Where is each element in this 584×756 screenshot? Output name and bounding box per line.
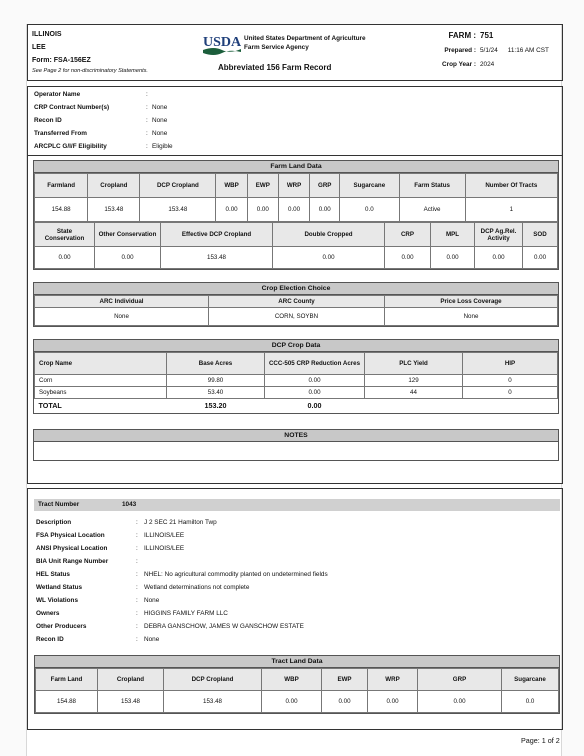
document-page (26, 24, 562, 756)
farm-number: 751 (480, 31, 494, 40)
hel-status-row: HEL Status : NHEL: No agricultural commodity planted on undetermined fields (36, 571, 328, 578)
table-header-row: Farm Land Cropland DCP Cropland WBP EWP WRP GRP Sugarcane (36, 669, 559, 691)
tract-section (27, 488, 563, 730)
page-number: Page: 1 of 2 (521, 736, 560, 745)
tract-land-data-title: Tract Land Data (35, 656, 559, 668)
dcp-crop-data-title: DCP Crop Data (34, 340, 558, 352)
ansi-location-row: ANSI Physical Location : ILLINOIS/LEE (36, 545, 185, 552)
recon-id-row: Recon ID : None (34, 117, 168, 124)
wetland-status-row: Wetland Status : Wetland determinations not complete (36, 584, 250, 591)
prepared-time: 11:16 AM CST (507, 47, 549, 54)
table-row: None CORN, SOYBN None (35, 308, 558, 326)
svg-text:USDA: USDA (203, 35, 242, 50)
usda-logo-icon (202, 33, 242, 57)
notes-title: NOTES (34, 430, 558, 442)
transferred-from-row: Transferred From : None (34, 130, 168, 137)
tract-land-table (35, 668, 559, 713)
tract-number-bar: Tract Number 1043 (34, 499, 560, 511)
farm-land-data-title: Farm Land Data (34, 161, 558, 173)
table-row: 0.00 0.00 153.48 0.00 0.00 0.00 0.00 0.00 (35, 247, 558, 269)
farm-land-data (33, 160, 559, 270)
tract-land-data (34, 655, 560, 714)
owners-row: Owners : HIGGINS FAMILY FARM LLC (36, 610, 228, 617)
table-header-row: ARC Individual ARC County Price Loss Coverage (35, 296, 558, 308)
dcp-crop-data (33, 339, 559, 414)
state-name: ILLINOIS (32, 31, 62, 38)
tract-recon-id-row: Recon ID : None (36, 636, 160, 643)
crop-election-title: Crop Election Choice (34, 283, 558, 295)
bia-unit-row: BIA Unit Range Number : (36, 558, 138, 565)
farm-number-row: FARM : 751 (448, 31, 494, 40)
dcp-crop-table (34, 352, 558, 413)
crop-year-row: Crop Year : 2024 (442, 61, 495, 68)
notes-body (34, 442, 558, 460)
header-right-block (424, 29, 549, 72)
wl-violations-row: WL Violations : None (36, 597, 160, 604)
form-number: Form: FSA-156EZ (32, 57, 91, 64)
crop-election-table (34, 295, 558, 326)
farm-land-table-2 (34, 222, 558, 269)
county-name: LEE (32, 44, 46, 51)
table-header-row: Crop Name Base Acres CCC-505 CRP Reduction Acres PLC Yield HIP (35, 353, 558, 375)
page-title: Abbreviated 156 Farm Record (218, 63, 332, 72)
crop-election-choice (33, 282, 559, 327)
table-header-row: State Conservation Other Conservation Effective DCP Cropland Double Cropped CRP MPL DCP Ag.Rel. Activity SOD (35, 223, 558, 247)
prepared-row: Prepared : 5/1/24 11:16 AM CST (444, 47, 549, 54)
tract-description-row: Description : J 2 SEC 21 Hamilton Twp (36, 519, 217, 526)
prepared-date: 5/1/24 (480, 47, 498, 54)
agency-name: United States Department of Agriculture Farm Service Agency (244, 35, 366, 51)
farm-land-table (34, 173, 558, 222)
fsa-location-row: FSA Physical Location : ILLINOIS/LEE (36, 532, 185, 539)
non-discrimination-note: See Page 2 for non-discriminatory Statements. (32, 68, 148, 74)
table-row: 154.88 153.48 153.48 0.00 0.00 0.00 0.00 0.0 Active 1 (35, 198, 558, 222)
arcplc-eligibility-row: ARCPLC G/I/F Eligibility : Eligible (34, 143, 173, 150)
operator-info (27, 86, 563, 156)
other-producers-row: Other Producers : DEBRA GANSCHOW, JAMES W GANSCHOW ESTATE (36, 623, 304, 630)
tract-number: 1043 (122, 501, 137, 508)
crop-year: 2024 (480, 61, 495, 68)
table-row: Corn 99.80 0.00 129 0 (35, 375, 558, 387)
table-row: Soybeans 53.40 0.00 44 0 (35, 387, 558, 399)
notes-section (33, 429, 559, 461)
crp-contract-row: CRP Contract Number(s) : None (34, 104, 168, 111)
operator-name-row: Operator Name : (34, 91, 148, 98)
header-left-block (32, 28, 148, 76)
table-header-row: Farmland Cropland DCP Cropland WBP EWP WRP GRP Sugarcane Farm Status Number Of Tracts (35, 174, 558, 198)
total-row: TOTAL 153.20 0.00 (38, 401, 322, 411)
table-row: 154.88 153.48 153.48 0.00 0.00 0.00 0.00 0.0 (36, 691, 559, 713)
document-header (27, 24, 563, 81)
